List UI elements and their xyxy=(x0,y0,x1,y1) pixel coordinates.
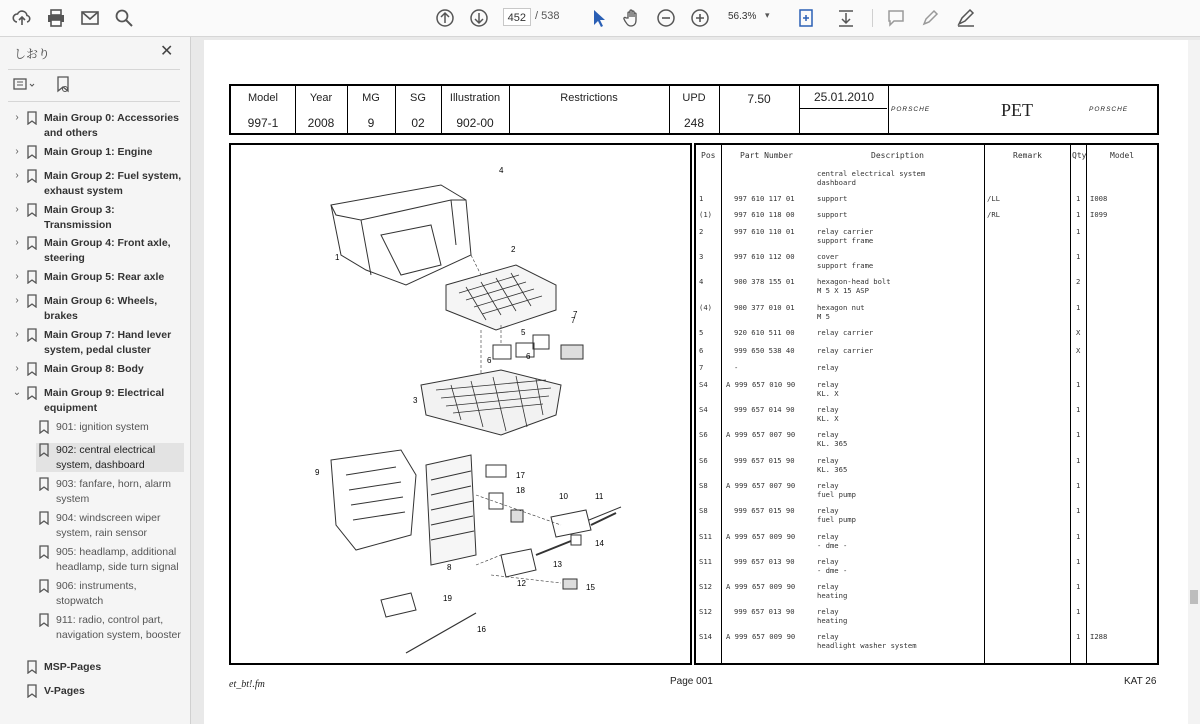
bookmark-icon xyxy=(38,545,56,564)
bookmark-label: 903: fanfare, horn, alarm system xyxy=(56,478,171,505)
qty-cell: X xyxy=(1076,346,1081,355)
header-description: Description xyxy=(871,151,924,160)
part-number-cell: 900 377 010 01 xyxy=(734,303,795,312)
part-number-cell: 999 657 014 90 xyxy=(734,405,795,414)
description-cell: relay heating xyxy=(817,607,848,625)
bookmark-group[interactable] xyxy=(10,111,188,140)
sg-value: 02 xyxy=(411,116,425,130)
time-value: 7.50 xyxy=(747,92,771,106)
pos-cell: S6 xyxy=(699,430,708,439)
bookmarks-panel xyxy=(0,37,191,724)
bookmark-label: 906: instruments, stopwatch xyxy=(56,580,137,607)
bookmark-label: Main Group 3: Transmission xyxy=(44,204,115,231)
bookmark-icon xyxy=(26,362,44,381)
model-label: Model xyxy=(248,92,278,104)
header-model: Model xyxy=(1110,151,1135,160)
callout-number: 12 xyxy=(517,579,526,588)
bookmark-subitem[interactable] xyxy=(36,613,184,642)
pos-cell: S14 xyxy=(699,632,712,641)
description-cell: relay headlight washer system xyxy=(817,632,917,650)
bookmark-icon xyxy=(26,294,44,313)
description-cell: relay - dme - xyxy=(817,557,848,575)
divider xyxy=(799,108,887,109)
qty-cell: 1 xyxy=(1076,252,1081,261)
callout-number: 8 xyxy=(447,563,452,572)
bookmark-icon xyxy=(38,613,56,632)
select-cursor-icon[interactable] xyxy=(587,7,609,29)
remark-cell: /RL xyxy=(987,210,1000,219)
chevron-right-icon[interactable]: › xyxy=(15,271,19,282)
footer-page: Page 001 xyxy=(670,676,713,687)
options-menu-icon[interactable] xyxy=(14,79,34,89)
bookmark-group[interactable] xyxy=(10,169,188,198)
part-number-cell: A 999 657 007 90 xyxy=(726,481,796,490)
pos-cell: S8 xyxy=(699,481,708,490)
restrictions-cell xyxy=(509,86,670,133)
illustration-value: 902-00 xyxy=(456,116,494,130)
callout-number: 15 xyxy=(586,583,595,592)
callout-number: 5 xyxy=(521,328,526,337)
chevron-right-icon[interactable]: › xyxy=(15,329,19,340)
callout-number: 4 xyxy=(499,166,504,175)
bookmark-icon xyxy=(26,684,44,703)
qty-cell: 1 xyxy=(1076,430,1081,439)
bookmark-label: Main Group 4: Front axle, steering xyxy=(44,237,171,264)
pos-cell: S4 xyxy=(699,380,708,389)
description-cell: relay heating xyxy=(817,582,848,600)
bookmark-group[interactable] xyxy=(10,386,188,415)
zoom-dropdown[interactable]: ▾ xyxy=(765,10,770,20)
bookmarks-title: しおり xyxy=(14,47,51,61)
part-number-cell: - xyxy=(734,363,739,372)
pos-cell: 3 xyxy=(699,252,704,261)
restrictions-label: Restrictions xyxy=(560,92,618,104)
callout-number: 18 xyxy=(516,486,525,495)
description-cell: relay carrier support frame xyxy=(817,227,874,245)
part-number-cell: A 999 657 007 90 xyxy=(726,430,796,439)
part-number-cell: 997 610 117 01 xyxy=(734,194,795,203)
pos-cell: S12 xyxy=(699,582,712,591)
bookmark-group[interactable] xyxy=(10,236,188,265)
bookmark-label: 902: central electrical system, dashboard xyxy=(56,444,156,471)
footer-catalog: KAT 26 xyxy=(1124,676,1157,687)
divider xyxy=(8,69,180,70)
header-remark: Remark xyxy=(1013,151,1042,160)
column-divider xyxy=(721,145,722,663)
description-cell: relay KL. 365 xyxy=(817,456,848,474)
bookmark-subitem[interactable] xyxy=(36,579,184,608)
sg-label: SG xyxy=(410,92,426,104)
bookmark-label: V-Pages xyxy=(44,685,85,697)
model-value: 997-1 xyxy=(247,116,279,130)
bookmark-icon xyxy=(38,477,56,496)
bookmark-icon xyxy=(26,203,44,222)
bookmark-icon xyxy=(26,270,44,289)
bookmark-group[interactable] xyxy=(24,684,184,703)
part-number-cell: 997 610 118 00 xyxy=(734,210,795,219)
part-number-cell: 920 610 511 00 xyxy=(734,328,795,337)
parts-table xyxy=(694,143,1159,665)
model-cell: I099 xyxy=(1090,210,1108,219)
parts-illustration xyxy=(231,145,690,663)
header-part-number: Part Number xyxy=(740,151,793,160)
bookmark-subitem[interactable] xyxy=(36,545,184,574)
scroll-mode-icon[interactable] xyxy=(835,7,857,29)
upload-icon[interactable] xyxy=(11,7,33,29)
pet-label: PET xyxy=(1001,100,1034,120)
description-cell: relay KL. X xyxy=(817,405,839,423)
qty-cell: 1 xyxy=(1076,607,1081,616)
bookmark-icon xyxy=(26,328,44,347)
toolbar xyxy=(0,0,1200,37)
hand-tool-icon[interactable] xyxy=(621,7,643,29)
model-cell xyxy=(231,86,296,133)
bookmark-label: 905: headlamp, additional headlamp, side turn signal xyxy=(56,546,179,573)
description-cell: central electrical system dashboard xyxy=(817,169,926,187)
part-number-cell: A 999 657 009 90 xyxy=(726,632,796,641)
bookmark-icon xyxy=(26,111,44,130)
toolbar-divider xyxy=(872,9,873,27)
bookmark-icon xyxy=(38,511,56,530)
pos-cell: S11 xyxy=(699,557,712,566)
qty-cell: 1 xyxy=(1076,481,1081,490)
bookmark-label: 911: radio, control part, navigation system, booster xyxy=(56,614,181,641)
scrollbar-thumb[interactable] xyxy=(1190,590,1198,604)
qty-cell: 1 xyxy=(1076,227,1081,236)
callout-number: 14 xyxy=(595,539,604,548)
exploded-diagram xyxy=(229,143,692,665)
close-icon[interactable]: ✕ xyxy=(160,43,174,60)
bookmark-label: Main Group 2: Fuel system, exhaust system xyxy=(44,170,182,197)
chevron-right-icon[interactable]: › xyxy=(15,112,19,123)
callout-number: 6 xyxy=(526,352,531,361)
illustration-label: Illustration xyxy=(449,92,501,104)
description-cell: hexagon nut M 5 xyxy=(817,303,865,321)
part-number-cell: 999 657 013 90 xyxy=(734,607,795,616)
upd-label: UPD xyxy=(682,92,706,104)
zoom-in-icon[interactable] xyxy=(689,7,711,29)
column-divider xyxy=(984,145,985,663)
description-cell: hexagon-head bolt M 5 X 15 ASP xyxy=(817,277,891,295)
model-cell: I288 xyxy=(1090,632,1108,641)
column-divider xyxy=(1070,145,1071,663)
bookmark-icon xyxy=(38,579,56,598)
qty-cell: 1 xyxy=(1076,380,1081,389)
bookmark-group[interactable] xyxy=(10,270,188,289)
pos-cell: S6 xyxy=(699,456,708,465)
part-number-cell: 999 657 013 90 xyxy=(734,557,795,566)
chevron-right-icon[interactable]: › xyxy=(15,204,19,215)
bookmark-subitem[interactable] xyxy=(36,443,184,472)
callout-number: 3 xyxy=(413,396,418,405)
bookmark-subitem[interactable] xyxy=(36,477,184,506)
qty-cell: 1 xyxy=(1076,582,1081,591)
remark-cell: /LL xyxy=(987,194,1000,203)
part-number-cell: A 999 657 009 90 xyxy=(726,532,796,541)
chevron-right-icon[interactable]: › xyxy=(15,146,19,157)
qty-cell: 1 xyxy=(1076,506,1081,515)
pos-cell: (1) xyxy=(699,210,712,219)
divider xyxy=(8,101,180,102)
description-cell: relay carrier xyxy=(817,328,874,337)
bookmark-label: Main Group 9: Electrical equipment xyxy=(44,387,165,414)
qty-cell: 1 xyxy=(1076,303,1081,312)
part-number-cell: 999 650 538 40 xyxy=(734,346,795,355)
bookmark-icon xyxy=(26,660,44,679)
description-cell: relay fuel pump xyxy=(817,506,856,524)
date-cell xyxy=(799,86,889,133)
callout-number: 16 xyxy=(477,625,486,634)
callout-number: 6 xyxy=(487,356,492,365)
illustration-cell xyxy=(441,86,510,133)
bookmark-subitem[interactable] xyxy=(36,511,184,540)
part-number-cell: 999 657 015 90 xyxy=(734,456,795,465)
pos-cell: 6 xyxy=(699,346,704,355)
pos-cell: S4 xyxy=(699,405,708,414)
page-down-icon[interactable] xyxy=(468,7,490,29)
qty-cell: 1 xyxy=(1076,405,1081,414)
upd-cell xyxy=(669,86,720,133)
description-cell: relay carrier xyxy=(817,346,874,355)
chevron-right-icon[interactable]: › xyxy=(15,170,19,181)
bookmark-label: Main Group 5: Rear axle xyxy=(44,271,165,283)
callout-number: 17 xyxy=(516,471,525,480)
part-number-cell: 900 378 155 01 xyxy=(734,277,795,286)
vertical-scrollbar[interactable] xyxy=(1188,40,1200,724)
pos-cell: S8 xyxy=(699,506,708,515)
part-number-cell: A 999 657 010 90 xyxy=(726,380,796,389)
callout-number: 13 xyxy=(553,560,562,569)
page-up-icon[interactable] xyxy=(434,7,456,29)
pos-cell: 5 xyxy=(699,328,704,337)
bookmark-label: 904: windscreen wiper system, rain sensor xyxy=(56,512,161,539)
upd-value: 248 xyxy=(683,116,705,130)
callout-number: 11 xyxy=(595,492,604,501)
zoom-out-icon[interactable] xyxy=(655,7,677,29)
search-icon[interactable] xyxy=(113,7,135,29)
bookmark-icon xyxy=(26,236,44,255)
time-cell xyxy=(719,86,799,133)
brand-logo-left: PORSCHE xyxy=(891,106,931,113)
description-cell: relay fuel pump xyxy=(817,481,856,499)
bookmark-icon xyxy=(26,386,44,405)
part-number-cell: 997 610 110 01 xyxy=(734,227,795,236)
qty-cell: 2 xyxy=(1076,277,1081,286)
part-number-cell: A 999 657 009 90 xyxy=(726,582,796,591)
qty-cell: 1 xyxy=(1076,632,1081,641)
sg-cell xyxy=(395,86,442,133)
highlight-pen-icon[interactable] xyxy=(919,7,941,29)
qty-cell: 1 xyxy=(1076,210,1081,219)
description-cell: support xyxy=(817,194,848,203)
chevron-down-icon[interactable]: ⌄ xyxy=(12,387,22,398)
part-number-cell: 997 610 112 00 xyxy=(734,252,795,261)
pos-cell: S12 xyxy=(699,607,712,616)
bookmark-label: Main Group 6: Wheels, brakes xyxy=(44,295,158,322)
page-total: / 538 xyxy=(535,10,560,22)
chevron-right-icon[interactable]: › xyxy=(15,295,19,306)
pos-cell: 4 xyxy=(699,277,704,286)
brand-logo-right: PORSCHE xyxy=(1089,106,1129,113)
bookmark-group[interactable] xyxy=(24,660,184,679)
bookmark-group[interactable] xyxy=(10,362,188,381)
bookmark-label: Main Group 7: Hand lever system, pedal cluster xyxy=(44,329,172,356)
mail-icon[interactable] xyxy=(79,7,101,29)
callout-number: 7 xyxy=(571,316,576,325)
mg-label: MG xyxy=(362,92,380,104)
bookmark-group[interactable] xyxy=(10,328,188,357)
footer-filename: et_bt!.fm xyxy=(229,679,265,690)
comment-icon[interactable] xyxy=(885,7,907,29)
sign-icon[interactable] xyxy=(955,7,977,29)
zoom-level[interactable]: 56.3% xyxy=(728,11,757,22)
column-divider xyxy=(1086,145,1087,663)
bookmark-tools xyxy=(12,75,82,100)
qty-cell: X xyxy=(1076,328,1081,337)
qty-cell: 1 xyxy=(1076,532,1081,541)
bookmark-group[interactable] xyxy=(10,294,188,323)
model-cell: I008 xyxy=(1090,194,1108,203)
callout-number: 19 xyxy=(443,594,452,603)
year-label: Year xyxy=(309,92,333,104)
callout-number: 9 xyxy=(315,468,320,477)
bookmark-icon xyxy=(38,420,56,439)
bookmark-label: MSP-Pages xyxy=(44,661,102,673)
callout-number: 7 xyxy=(573,310,578,319)
bookmark-icon xyxy=(38,443,56,462)
pos-cell: S11 xyxy=(699,532,712,541)
print-icon[interactable] xyxy=(45,7,67,29)
callout-number: 1 xyxy=(335,253,340,262)
pos-cell: 7 xyxy=(699,363,704,372)
bookmark-label: Main Group 0: Accessories and others xyxy=(44,112,179,139)
qty-cell: 1 xyxy=(1076,456,1081,465)
bookmark-subitem[interactable] xyxy=(36,420,184,439)
year-cell xyxy=(295,86,348,133)
mg-cell xyxy=(347,86,396,133)
fit-page-icon[interactable] xyxy=(795,7,817,29)
description-cell: support xyxy=(817,210,848,219)
pos-cell: 2 xyxy=(699,227,704,236)
catalog-header xyxy=(229,84,1159,135)
header-pos: Pos xyxy=(701,151,716,160)
bookmark-icon xyxy=(26,169,44,188)
qty-cell: 1 xyxy=(1076,194,1081,203)
find-bookmark-icon[interactable] xyxy=(58,77,68,92)
description-cell: relay KL. 365 xyxy=(817,430,848,448)
bookmark-label: Main Group 1: Engine xyxy=(44,146,153,158)
description-cell: relay xyxy=(817,363,839,372)
pos-cell: (4) xyxy=(699,303,712,312)
callout-number: 10 xyxy=(559,492,568,501)
chevron-right-icon[interactable]: › xyxy=(15,237,19,248)
bookmark-label: 901: ignition system xyxy=(56,421,149,433)
chevron-right-icon[interactable]: › xyxy=(15,363,19,374)
description-cell: cover support frame xyxy=(817,252,874,270)
description-cell: relay KL. X xyxy=(817,380,839,398)
bookmark-label: Main Group 8: Body xyxy=(44,363,144,375)
page-number-input[interactable]: 452 xyxy=(503,8,531,26)
bookmark-icon xyxy=(26,145,44,164)
date-value: 25.01.2010 xyxy=(813,90,875,104)
part-number-cell: 999 657 015 90 xyxy=(734,506,795,515)
pos-cell: 1 xyxy=(699,194,704,203)
bookmark-group[interactable] xyxy=(10,203,188,232)
mg-value: 9 xyxy=(367,116,375,130)
callout-number: 2 xyxy=(511,245,516,254)
description-cell: relay - dme - xyxy=(817,532,848,550)
bookmark-group[interactable] xyxy=(10,145,188,164)
year-value: 2008 xyxy=(307,116,335,130)
qty-cell: 1 xyxy=(1076,557,1081,566)
header-qty: Qty xyxy=(1072,151,1087,160)
